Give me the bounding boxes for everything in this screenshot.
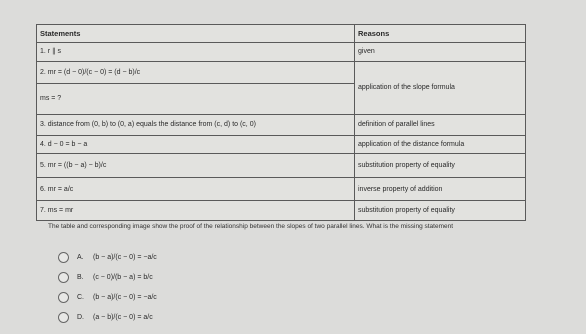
answer-options xyxy=(58,248,157,328)
reason-cell: application of the slope formula xyxy=(355,62,526,115)
reason-cell: substitution property of equality xyxy=(355,154,526,178)
statement-cell: 6. mr = a/c xyxy=(37,178,355,201)
option-letter: C. xyxy=(77,294,84,301)
statement-cell: 3. distance from (0, b) to (0, a) equals the distance from (c, d) to (c, 0) xyxy=(37,114,355,135)
option-letter: A. xyxy=(77,254,84,261)
question-caption: The table and corresponding image show the proof of the relationship between the slopes of two parallel lines. What is the missing statement xyxy=(48,223,454,230)
statement-cell: 5. mr = ((b − a) − b)/c xyxy=(37,154,355,178)
table-row xyxy=(37,178,526,201)
reason-cell: definition of parallel lines xyxy=(355,114,526,135)
option-expression: (a − b)/(c − 0) = a/c xyxy=(93,314,153,321)
statement-cell: ms = ? xyxy=(37,84,355,115)
statement-cell: 4. d − 0 = b − a xyxy=(37,135,355,154)
table-row xyxy=(37,201,526,221)
option-letter: B. xyxy=(77,274,84,281)
reason-cell: inverse property of addition xyxy=(355,178,526,201)
option-expression: (b − a)/(c − 0) = −a/c xyxy=(93,254,157,261)
table-row xyxy=(37,42,526,62)
option-d[interactable] xyxy=(58,308,157,327)
header-row xyxy=(37,25,526,43)
option-letter: D. xyxy=(77,314,84,321)
statement-cell: 1. r ∥ s xyxy=(37,42,355,62)
radio-icon[interactable] xyxy=(58,312,69,323)
radio-icon[interactable] xyxy=(58,252,69,263)
radio-icon[interactable] xyxy=(58,272,69,283)
option-expression: (b − a)/(c − 0) = −a/c xyxy=(93,294,157,301)
option-c[interactable] xyxy=(58,288,157,307)
reason-cell: given xyxy=(355,42,526,62)
statement-cell: 7. ms = mr xyxy=(37,201,355,221)
option-a[interactable] xyxy=(58,248,157,267)
table-row xyxy=(37,114,526,135)
proof-table xyxy=(36,24,526,221)
table-row xyxy=(37,62,526,84)
table-row xyxy=(37,135,526,154)
option-expression: (c − 0)/(b − a) = b/c xyxy=(93,274,153,281)
statement-cell: 2. mr = (d − 0)/(c − 0) = (d − b)/c xyxy=(37,62,355,84)
reason-cell: application of the distance formula xyxy=(355,135,526,154)
option-b[interactable] xyxy=(58,268,157,287)
reasons-header: Reasons xyxy=(355,25,526,43)
reason-cell: substitution property of equality xyxy=(355,201,526,221)
table-row xyxy=(37,154,526,178)
statements-header: Statements xyxy=(37,25,355,43)
radio-icon[interactable] xyxy=(58,292,69,303)
